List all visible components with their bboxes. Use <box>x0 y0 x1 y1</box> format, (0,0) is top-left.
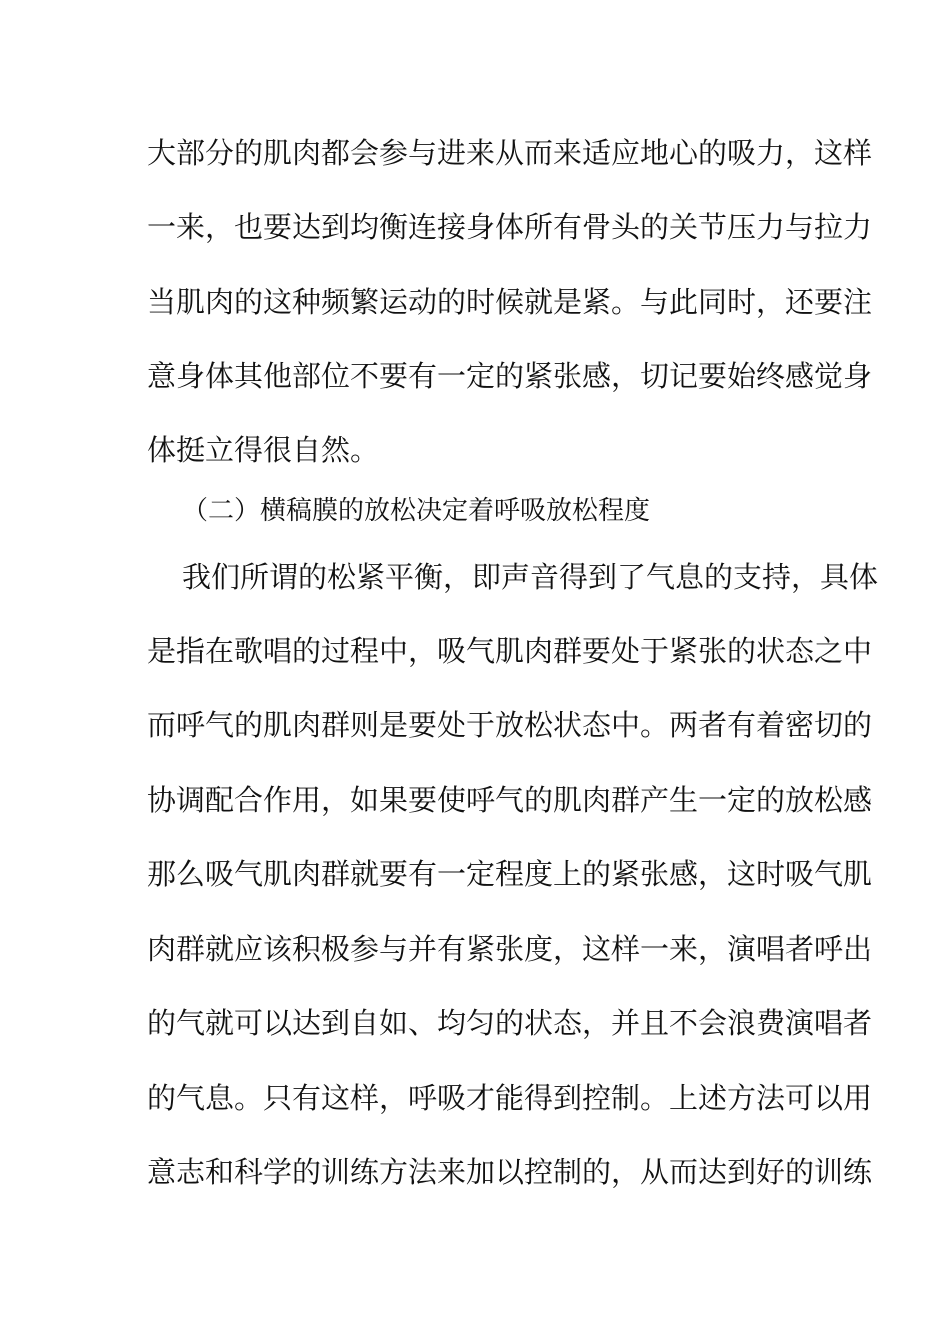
paragraph-1-line-1: 大部分的肌肉都会参与进来从而来适应地心的吸力，这样 <box>147 136 873 170</box>
paragraph-2-line-6: 肉群就应该积极参与并有紧张度，这样一来，演唱者呼出 <box>147 932 873 966</box>
paragraph-2-line-8: 的气息。只有这样，呼吸才能得到控制。上述方法可以用 <box>147 1081 873 1115</box>
paragraph-2-line-7: 的气就可以达到自如、均匀的状态，并且不会浪费演唱者 <box>147 1006 873 1040</box>
paragraph-1-line-5: 体挺立得很自然。 <box>147 433 380 467</box>
paragraph-2-line-4: 协调配合作用，如果要使呼气的肌肉群产生一定的放松感 <box>147 783 873 817</box>
paragraph-2-line-9: 意志和科学的训练方法来加以控制的，从而达到好的训练 <box>147 1155 873 1189</box>
paragraph-1-line-3: 当肌肉的这种频繁运动的时候就是紧。与此同时，还要注 <box>147 285 873 319</box>
paragraph-2-line-5: 那么吸气肌肉群就要有一定程度上的紧张感，这时吸气肌 <box>147 857 873 891</box>
paragraph-1-line-2: 一来，也要达到均衡连接身体所有骨头的关节压力与拉力 <box>147 210 873 244</box>
section-heading: （二）横稿膜的放松决定着呼吸放松程度 <box>182 496 651 526</box>
paragraph-2-line-3: 而呼气的肌肉群则是要处于放松状态中。两者有着密切的 <box>147 708 873 742</box>
paragraph-2-line-2: 是指在歌唱的过程中，吸气肌肉群要处于紧张的状态之中 <box>147 634 873 668</box>
paragraph-2-line-1: 我们所谓的松紧平衡，即声音得到了气息的支持，具体 <box>182 560 879 594</box>
paragraph-1-line-4: 意身体其他部位不要有一定的紧张感，切记要始终感觉身 <box>147 359 873 393</box>
